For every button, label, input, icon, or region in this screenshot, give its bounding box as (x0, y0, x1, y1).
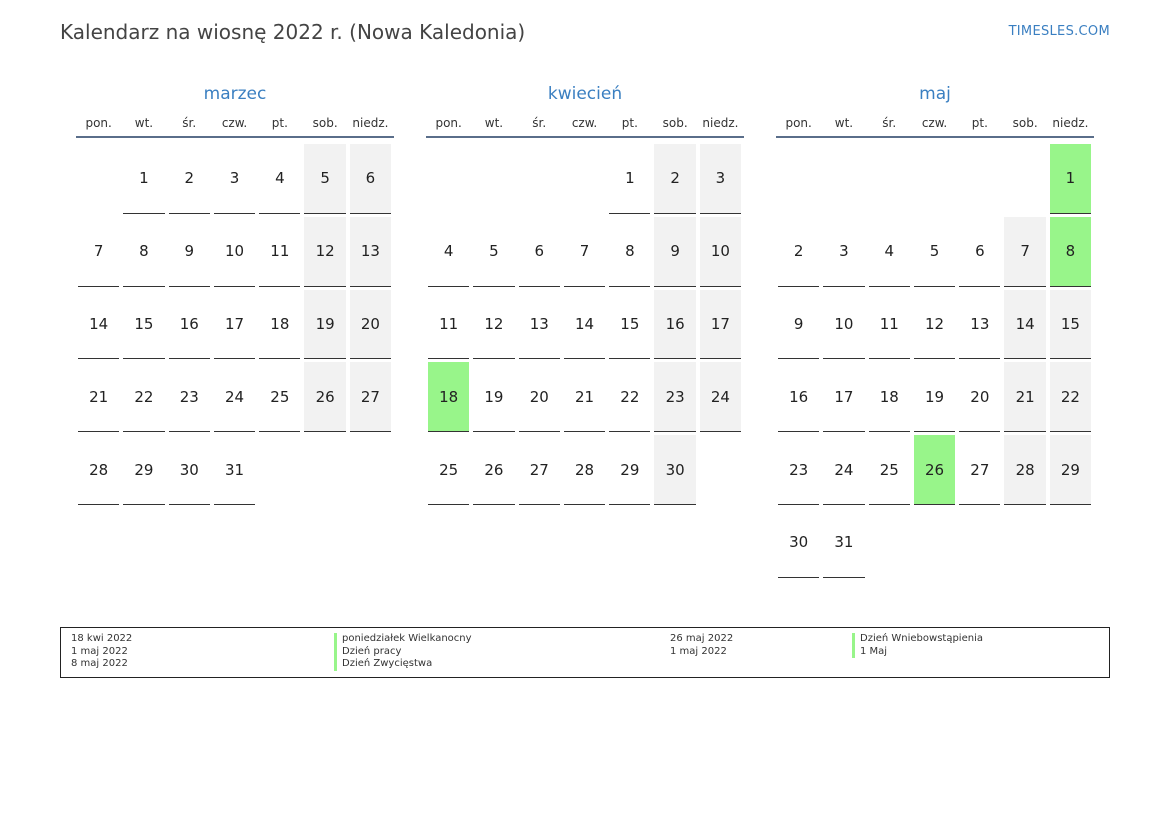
day-number: 12 (914, 290, 955, 360)
week-row (776, 142, 1094, 215)
day-cell (607, 360, 652, 433)
day-number: 2 (654, 144, 695, 214)
day-cell (867, 215, 912, 288)
day-cell (652, 215, 697, 288)
empty-cell (76, 142, 121, 215)
day-number: 10 (700, 217, 741, 287)
day-cell (957, 215, 1002, 288)
day-cell (517, 288, 562, 361)
empty-cell-fill (259, 435, 300, 505)
empty-cell-fill (778, 144, 819, 214)
day-cell (426, 288, 471, 361)
day-cell (121, 360, 166, 433)
day-number: 18 (428, 362, 469, 432)
day-number: 10 (823, 290, 864, 360)
weekday-label: pon. (435, 116, 462, 130)
day-number: 9 (654, 217, 695, 287)
week-row (776, 215, 1094, 288)
day-number: 28 (78, 435, 119, 505)
legend-right-dates (670, 633, 733, 658)
day-cell (212, 142, 257, 215)
day-cell (867, 360, 912, 433)
day-number: 21 (78, 362, 119, 432)
weekday-label: śr. (532, 116, 547, 130)
day-number: 18 (869, 362, 910, 432)
day-cell (212, 215, 257, 288)
day-number: 29 (123, 435, 164, 505)
day-number: 4 (869, 217, 910, 287)
legend-date: 18 kwi 2022 (71, 633, 133, 644)
day-number: 6 (519, 217, 560, 287)
week-row (426, 360, 744, 433)
weekday-label: czw. (571, 116, 598, 130)
day-cell (121, 288, 166, 361)
empty-cell (562, 142, 607, 215)
day-cell (257, 360, 302, 433)
weekday-label: śr. (182, 116, 197, 130)
day-number: 23 (169, 362, 210, 432)
day-cell (348, 215, 393, 288)
day-cell (821, 506, 866, 579)
day-cell (212, 433, 257, 506)
day-cell (426, 360, 471, 433)
weekday-label: pt. (271, 116, 288, 130)
weekday-label: sob. (312, 116, 338, 130)
weekday-label: wt. (484, 116, 504, 130)
day-number: 11 (428, 290, 469, 360)
legend-right-names (852, 633, 983, 658)
day-cell (821, 288, 866, 361)
day-cell (867, 433, 912, 506)
day-cell (121, 215, 166, 288)
day-cell (167, 142, 212, 215)
month-calendar-may (776, 84, 1094, 579)
empty-cell-fill (869, 144, 910, 214)
day-number: 29 (1050, 435, 1091, 505)
day-cell (257, 142, 302, 215)
day-number: 11 (869, 290, 910, 360)
empty-cell-fill (519, 144, 560, 214)
empty-cell-fill (564, 144, 605, 214)
day-number: 3 (823, 217, 864, 287)
month-title: kwiecień (547, 84, 623, 104)
weekday-label: niedz. (702, 116, 739, 130)
legend-date: 26 maj 2022 (670, 633, 734, 644)
weekday-label: pt. (621, 116, 638, 130)
day-cell (471, 360, 516, 433)
day-cell (957, 288, 1002, 361)
day-number: 4 (259, 144, 300, 214)
day-cell (167, 433, 212, 506)
day-number: 5 (914, 217, 955, 287)
week-row (776, 288, 1094, 361)
month-grid (776, 142, 1094, 579)
day-cell (698, 215, 743, 288)
day-number: 1 (1050, 144, 1091, 214)
day-number: 2 (778, 217, 819, 287)
empty-cell (1002, 506, 1047, 579)
day-cell (426, 433, 471, 506)
day-number: 16 (169, 290, 210, 360)
day-cell (562, 433, 607, 506)
day-cell (167, 215, 212, 288)
day-cell (121, 433, 166, 506)
weekday-header (426, 116, 744, 138)
day-number: 24 (214, 362, 255, 432)
day-number: 14 (1004, 290, 1045, 360)
month-calendar-april (426, 84, 744, 506)
day-number: 20 (519, 362, 560, 432)
day-number: 10 (214, 217, 255, 287)
empty-cell-fill (350, 435, 391, 505)
week-row (76, 288, 394, 361)
legend-left-names (334, 633, 472, 671)
day-number: 27 (959, 435, 1000, 505)
empty-cell-fill (869, 508, 910, 578)
legend-holiday-name: Dzień Wniebowstąpienia (852, 633, 983, 646)
month-title: marzec (203, 84, 267, 104)
day-cell (912, 360, 957, 433)
day-cell (348, 360, 393, 433)
day-cell (607, 142, 652, 215)
day-cell (821, 215, 866, 288)
day-number: 12 (304, 217, 345, 287)
week-row (776, 360, 1094, 433)
day-cell (167, 288, 212, 361)
day-number: 9 (169, 217, 210, 287)
day-number: 24 (823, 435, 864, 505)
day-number: 27 (350, 362, 391, 432)
day-number: 29 (609, 435, 650, 505)
empty-cell (257, 433, 302, 506)
week-row (76, 360, 394, 433)
empty-cell-fill (473, 144, 514, 214)
day-number: 12 (473, 290, 514, 360)
empty-cell (912, 142, 957, 215)
page-title: Kalendarz na wiosnę 2022 r. (Nowa Kaledonia) (60, 20, 526, 44)
day-number: 13 (519, 290, 560, 360)
day-number: 20 (350, 290, 391, 360)
day-number: 23 (778, 435, 819, 505)
day-number: 18 (259, 290, 300, 360)
day-cell (1048, 142, 1093, 215)
day-number: 4 (428, 217, 469, 287)
month-grid (426, 142, 744, 506)
day-number: 30 (169, 435, 210, 505)
weekday-header (776, 116, 1094, 138)
empty-cell-fill (304, 435, 345, 505)
day-number: 30 (654, 435, 695, 505)
day-cell (776, 506, 821, 579)
day-cell (1002, 288, 1047, 361)
day-number: 6 (350, 144, 391, 214)
empty-cell-fill (959, 144, 1000, 214)
weekday-label: wt. (834, 116, 854, 130)
day-number: 6 (959, 217, 1000, 287)
weekday-label: pon. (85, 116, 112, 130)
day-number: 23 (654, 362, 695, 432)
day-cell (257, 288, 302, 361)
day-number: 28 (564, 435, 605, 505)
weekday-label: niedz. (352, 116, 389, 130)
day-cell (348, 142, 393, 215)
day-cell (76, 433, 121, 506)
empty-cell (867, 506, 912, 579)
day-cell (912, 433, 957, 506)
empty-cell-fill (1050, 508, 1091, 578)
empty-cell (1048, 506, 1093, 579)
day-cell (607, 215, 652, 288)
day-cell (607, 433, 652, 506)
day-cell (562, 360, 607, 433)
empty-cell (1002, 142, 1047, 215)
day-number: 27 (519, 435, 560, 505)
day-number: 20 (959, 362, 1000, 432)
day-cell (517, 433, 562, 506)
empty-cell (698, 433, 743, 506)
day-number: 13 (959, 290, 1000, 360)
empty-cell-fill (428, 144, 469, 214)
day-number: 16 (654, 290, 695, 360)
empty-cell (912, 506, 957, 579)
day-cell (212, 288, 257, 361)
day-number: 19 (304, 290, 345, 360)
day-cell (776, 215, 821, 288)
day-number: 26 (473, 435, 514, 505)
day-cell (821, 433, 866, 506)
empty-cell-fill (914, 144, 955, 214)
day-number: 17 (700, 290, 741, 360)
day-number: 31 (823, 508, 864, 578)
legend-holiday-name: Dzień pracy (334, 646, 472, 659)
empty-cell-fill (959, 508, 1000, 578)
day-number: 8 (609, 217, 650, 287)
weekday-label: czw. (921, 116, 948, 130)
empty-cell (471, 142, 516, 215)
day-number: 14 (78, 290, 119, 360)
legend-holiday-name: poniedziałek Wielkanocny (334, 633, 472, 646)
day-number: 15 (609, 290, 650, 360)
day-number: 15 (1050, 290, 1091, 360)
day-cell (957, 433, 1002, 506)
empty-cell-fill (1004, 508, 1045, 578)
weekday-label: pt. (971, 116, 988, 130)
day-cell (607, 288, 652, 361)
day-cell (1048, 288, 1093, 361)
day-number: 2 (169, 144, 210, 214)
legend-date: 1 maj 2022 (670, 645, 727, 657)
weekday-label: niedz. (1052, 116, 1089, 130)
week-row (776, 433, 1094, 506)
day-cell (348, 288, 393, 361)
day-cell (1002, 360, 1047, 433)
legend-left-dates (71, 633, 132, 671)
week-row (76, 433, 394, 506)
day-number: 21 (1004, 362, 1045, 432)
holiday-legend (60, 627, 1110, 678)
empty-cell (517, 142, 562, 215)
day-cell (698, 142, 743, 215)
day-number: 26 (914, 435, 955, 505)
day-number: 24 (700, 362, 741, 432)
day-cell (257, 215, 302, 288)
day-cell (652, 360, 697, 433)
day-cell (302, 288, 347, 361)
day-number: 26 (304, 362, 345, 432)
day-cell (912, 288, 957, 361)
day-cell (471, 433, 516, 506)
day-cell (302, 360, 347, 433)
day-cell (76, 215, 121, 288)
day-cell (76, 288, 121, 361)
day-number: 25 (869, 435, 910, 505)
legend-holiday-name: 1 Maj (852, 646, 983, 659)
day-number: 30 (778, 508, 819, 578)
day-number: 16 (778, 362, 819, 432)
week-row (426, 288, 744, 361)
day-cell (562, 288, 607, 361)
empty-cell (957, 506, 1002, 579)
day-number: 17 (214, 290, 255, 360)
day-cell (776, 288, 821, 361)
day-number: 11 (259, 217, 300, 287)
day-cell (912, 215, 957, 288)
day-cell (776, 360, 821, 433)
day-number: 21 (564, 362, 605, 432)
day-cell (957, 360, 1002, 433)
day-cell (821, 360, 866, 433)
day-number: 8 (1050, 217, 1091, 287)
day-cell (517, 215, 562, 288)
day-cell (867, 288, 912, 361)
day-number: 17 (823, 362, 864, 432)
day-cell (471, 288, 516, 361)
day-number: 31 (214, 435, 255, 505)
day-cell (652, 433, 697, 506)
day-cell (212, 360, 257, 433)
day-cell (167, 360, 212, 433)
month-title: maj (919, 84, 951, 104)
day-cell (1048, 433, 1093, 506)
week-row (426, 215, 744, 288)
weekday-label: sob. (662, 116, 688, 130)
day-cell (1048, 360, 1093, 433)
empty-cell (302, 433, 347, 506)
day-cell (121, 142, 166, 215)
empty-cell-fill (823, 144, 864, 214)
day-number: 19 (473, 362, 514, 432)
day-cell (302, 142, 347, 215)
week-row (426, 433, 744, 506)
weekday-label: sob. (1012, 116, 1038, 130)
empty-cell (957, 142, 1002, 215)
week-row (76, 215, 394, 288)
day-cell (471, 215, 516, 288)
day-number: 7 (78, 217, 119, 287)
day-number: 5 (304, 144, 345, 214)
day-number: 7 (1004, 217, 1045, 287)
day-number: 1 (123, 144, 164, 214)
weekday-label: wt. (134, 116, 154, 130)
day-cell (698, 288, 743, 361)
week-row (76, 142, 394, 215)
day-number: 1 (609, 144, 650, 214)
day-cell (517, 360, 562, 433)
weekday-header (76, 116, 394, 138)
empty-cell (348, 433, 393, 506)
day-number: 22 (609, 362, 650, 432)
legend-holiday-name: Dzień Zwycięstwa (334, 658, 472, 671)
empty-cell (821, 142, 866, 215)
weekday-label: pon. (785, 116, 812, 130)
month-calendar-march (76, 84, 394, 506)
week-row (426, 142, 744, 215)
day-cell (302, 215, 347, 288)
day-number: 25 (259, 362, 300, 432)
weekday-label: śr. (882, 116, 897, 130)
empty-cell (776, 142, 821, 215)
empty-cell (867, 142, 912, 215)
legend-date: 1 maj 2022 (71, 645, 128, 657)
day-number: 28 (1004, 435, 1045, 505)
day-number: 19 (914, 362, 955, 432)
day-cell (76, 360, 121, 433)
day-cell (776, 433, 821, 506)
empty-cell-fill (914, 508, 955, 578)
day-number: 8 (123, 217, 164, 287)
day-number: 15 (123, 290, 164, 360)
day-cell (426, 215, 471, 288)
day-number: 5 (473, 217, 514, 287)
day-number: 14 (564, 290, 605, 360)
day-cell (652, 142, 697, 215)
day-number: 9 (778, 290, 819, 360)
day-cell (562, 215, 607, 288)
day-cell (652, 288, 697, 361)
day-number: 3 (214, 144, 255, 214)
day-number: 22 (1050, 362, 1091, 432)
day-cell (698, 360, 743, 433)
week-row (776, 506, 1094, 579)
day-number: 22 (123, 362, 164, 432)
day-cell (1048, 215, 1093, 288)
weekday-label: czw. (221, 116, 248, 130)
empty-cell-fill (78, 144, 119, 214)
brand-link[interactable]: TIMESLES.COM (1008, 24, 1110, 39)
day-number: 3 (700, 144, 741, 214)
legend-date: 8 maj 2022 (71, 658, 128, 669)
empty-cell (426, 142, 471, 215)
day-number: 13 (350, 217, 391, 287)
month-grid (76, 142, 394, 506)
day-cell (1002, 215, 1047, 288)
day-number: 7 (564, 217, 605, 287)
day-number: 25 (428, 435, 469, 505)
empty-cell-fill (1004, 144, 1045, 214)
day-cell (1002, 433, 1047, 506)
empty-cell-fill (700, 435, 741, 505)
